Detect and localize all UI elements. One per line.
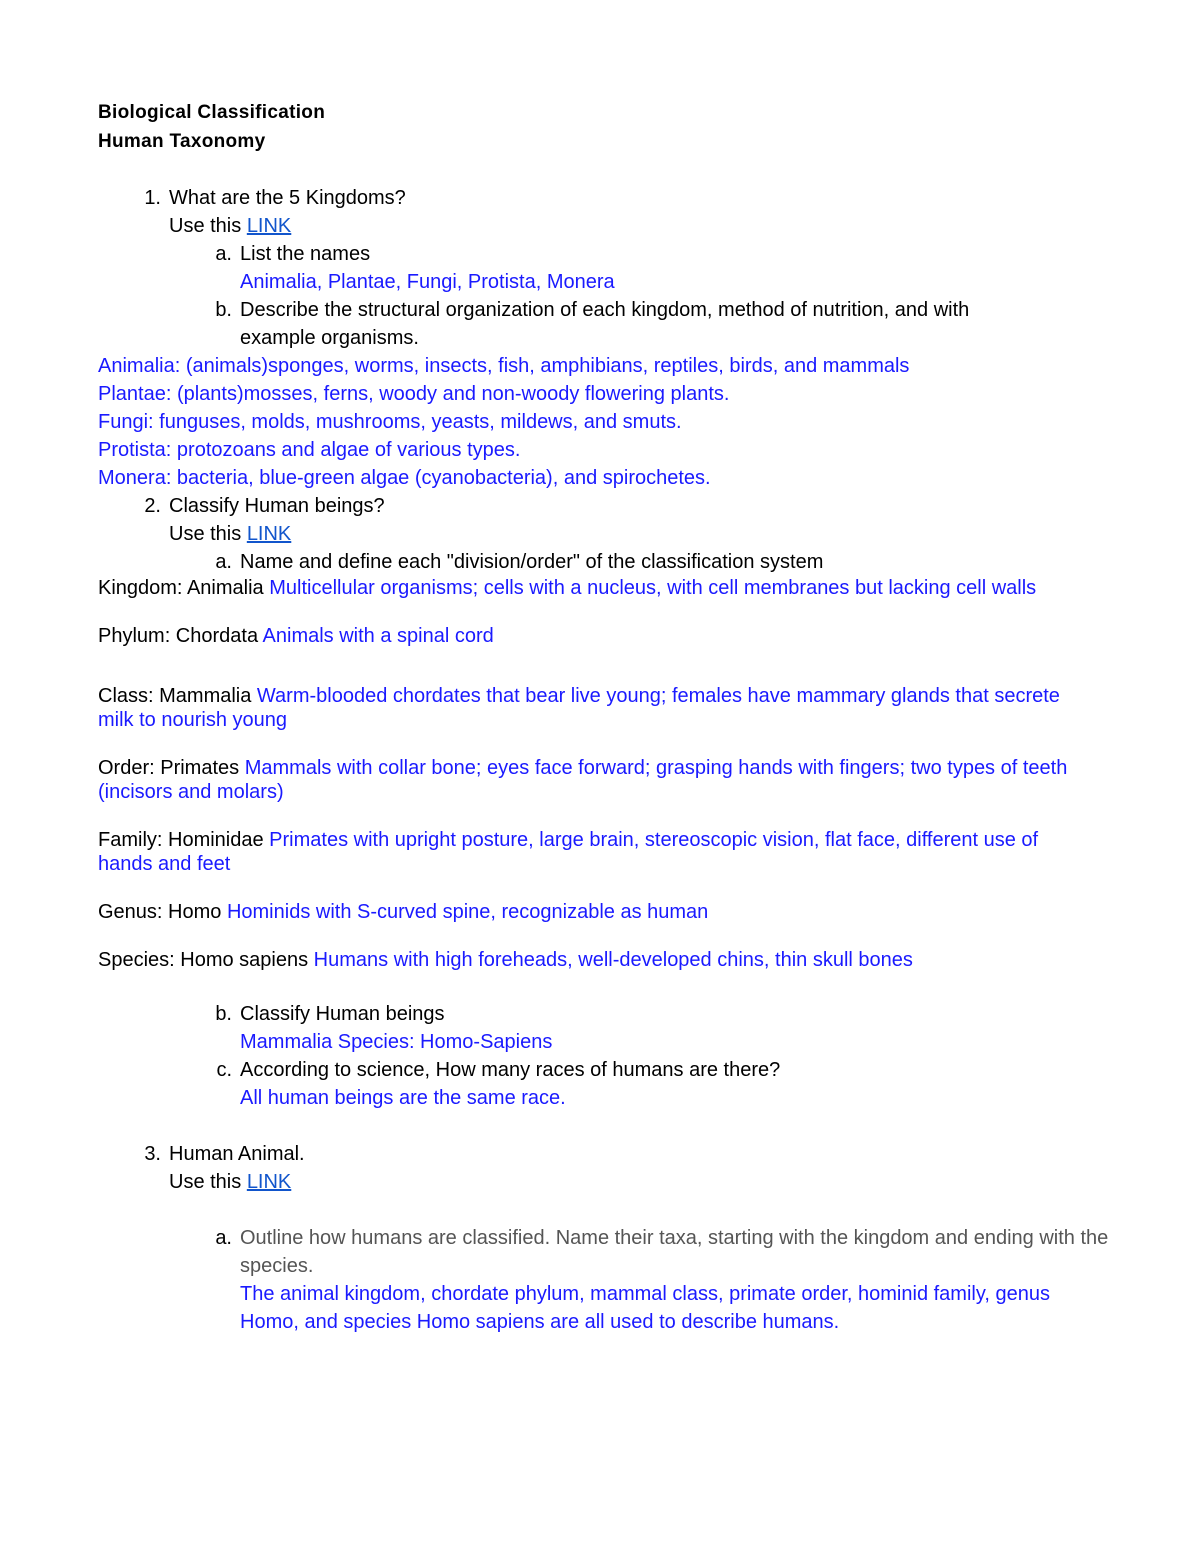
link[interactable]: LINK [246, 523, 292, 545]
link[interactable]: LINK [246, 1171, 292, 1193]
subitem-3a [98, 1224, 1110, 1280]
subitem-text: According to science, How many races of humans are there? [240, 1059, 781, 1081]
taxon-class [98, 684, 1073, 732]
taxon-definition: Mammals with collar bone; eyes face forward; grasping hands with fingers; two types of teeth (incisors and molars) [98, 757, 1068, 803]
question-text: Human Animal. [169, 1143, 305, 1165]
kingdom-answer: Plantae: (plants)mosses, ferns, woody and non-woody flowering plants. [98, 383, 730, 405]
use-link-line [98, 212, 1108, 240]
subitem-marker: c. [216, 1059, 232, 1081]
use-link-prefix: Use this [169, 215, 247, 237]
taxon-definition: Warm-blooded chordates that bear live young; females have mammary glands that secrete milk to nourish young [98, 685, 1060, 731]
kingdom-answer: Animalia: (animals)sponges, worms, insects, fish, amphibians, reptiles, birds, and mammals [98, 355, 910, 377]
taxon-genus [98, 900, 1068, 924]
subitem-2a [98, 548, 1108, 576]
taxon-family [98, 828, 1098, 876]
subitem-text: List the names [240, 243, 371, 265]
question-2 [98, 492, 1108, 520]
subitem-marker: b. [215, 299, 232, 321]
taxon-kingdom [98, 576, 1068, 600]
doc-title: Biological Classification [98, 102, 326, 123]
subitem-text: Classify Human beings [240, 1003, 445, 1025]
taxon-definition: Primates with upright posture, large brain, stereoscopic vision, flat face, different use of hands and feet [98, 829, 1039, 875]
taxon-definition: Multicellular organisms; cells with a nucleus, with cell membranes but lacking cell walls [269, 577, 1037, 599]
taxon-definition: Animals with a spinal cord [262, 625, 494, 647]
kingdom-answer: Protista: protozoans and algae of various types. [98, 439, 521, 461]
answer-1a: Animalia, Plantae, Fungi, Protista, Monera [240, 271, 615, 293]
use-link-prefix: Use this [169, 1171, 247, 1193]
kingdom-answer: Fungi: funguses, molds, mushrooms, yeasts, mildews, and smuts. [98, 411, 682, 433]
subitem-marker: a. [215, 243, 232, 265]
taxon-label: Genus: Homo [98, 901, 222, 923]
use-link-line [98, 520, 1108, 548]
question-number: 3. [144, 1143, 161, 1165]
question-1 [98, 184, 1108, 212]
answer-3a: The animal kingdom, chordate phylum, mammal class, primate order, hominid family, genus Homo, and species Homo sapiens are all used to describe humans. [240, 1283, 1050, 1333]
taxon-label: Kingdom: Animalia [98, 577, 264, 599]
subitem-text: Describe the structural organization of each kingdom, method of nutrition, and with example organisms. [240, 299, 970, 349]
taxon-label: Class: Mammalia [98, 685, 252, 707]
use-link-line [98, 1168, 1108, 1196]
taxon-label: Phylum: Chordata [98, 625, 259, 647]
taxon-label: Family: Hominidae [98, 829, 264, 851]
document-page [98, 98, 1108, 1336]
answer-2b: Mammalia Species: Homo-Sapiens [240, 1031, 553, 1053]
doc-subtitle: Human Taxonomy [98, 131, 266, 152]
taxon-phylum [98, 624, 1068, 648]
taxon-label: Order: Primates [98, 757, 240, 779]
subitem-2b [98, 1000, 1108, 1028]
subitem-marker: b. [215, 1003, 232, 1025]
use-link-prefix: Use this [169, 523, 247, 545]
link[interactable]: LINK [246, 215, 292, 237]
question-number: 1. [144, 187, 161, 209]
taxon-species [98, 948, 1098, 972]
question-number: 2. [144, 495, 161, 517]
subitem-1b [98, 296, 1040, 352]
kingdom-answer: Monera: bacteria, blue-green algae (cyanobacteria), and spirochetes. [98, 467, 711, 489]
subitem-text: Name and define each "division/order" of the classification system [240, 551, 824, 573]
subitem-marker: a. [215, 1227, 232, 1249]
subitem-text: Outline how humans are classified. Name their taxa, starting with the kingdom and ending with the species. [240, 1227, 1109, 1277]
subitem-1a [98, 240, 1108, 268]
taxon-label: Species: Homo sapiens [98, 949, 309, 971]
subitem-2c [98, 1056, 1108, 1084]
question-text: Classify Human beings? [169, 495, 385, 517]
taxon-order [98, 756, 1103, 804]
taxon-definition: Humans with high foreheads, well-developed chins, thin skull bones [313, 949, 913, 971]
question-3 [98, 1140, 1108, 1168]
answer-2c: All human beings are the same race. [240, 1087, 566, 1109]
subitem-marker: a. [215, 551, 232, 573]
question-text: What are the 5 Kingdoms? [169, 187, 406, 209]
taxon-definition: Hominids with S-curved spine, recognizable as human [226, 901, 709, 923]
